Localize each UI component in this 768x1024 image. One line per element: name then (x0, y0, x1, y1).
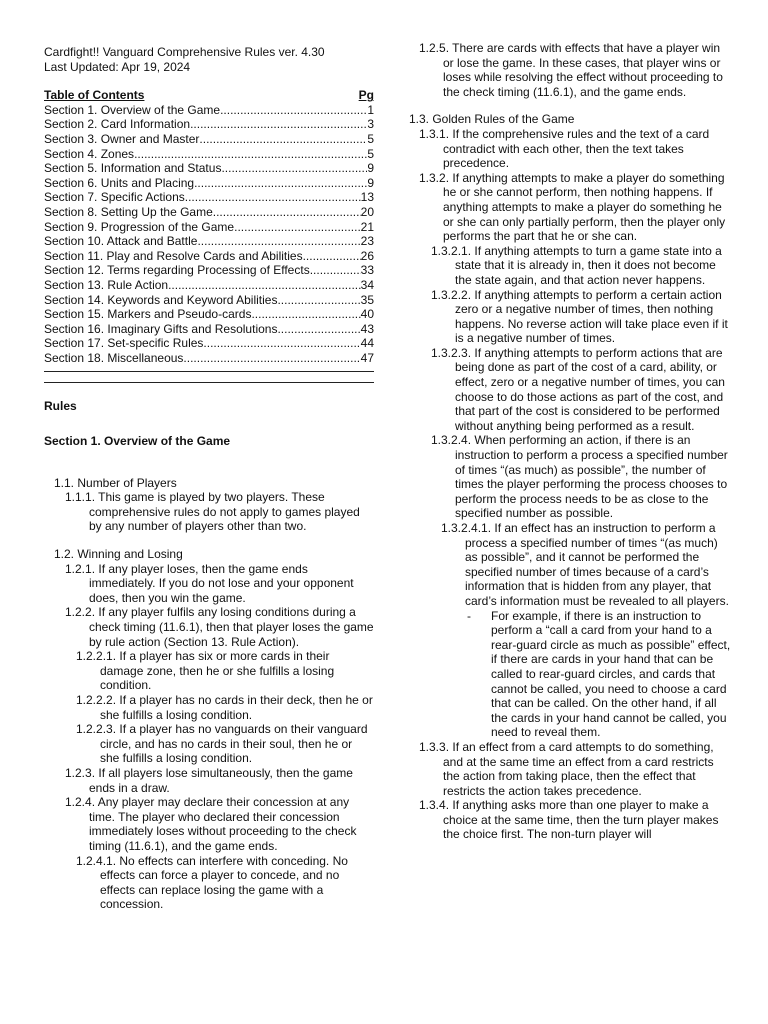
toc-entry-label: Section 16. Imaginary Gifts and Resolutions (44, 321, 278, 336)
toc-list (44, 103, 374, 366)
toc-entry-label: Section 5. Information and Status (44, 161, 222, 176)
section-heading: Section 1. Overview of the Game (44, 434, 231, 449)
toc-entry-label: Section 2. Card Information (44, 117, 191, 132)
toc-entry[interactable] (44, 205, 374, 220)
rule-item: 1.3.3. If an effect from a card attempts to do something, and at the same time an effect from a card restricts the action from taking place, then the effect that restricts the action takes precedence. (419, 739, 714, 798)
toc-entry-label: Section 8. Setting Up the Game (44, 204, 213, 219)
toc-entry-page: 33 (360, 263, 374, 278)
toc-leader-dots (203, 336, 360, 351)
toc-leader-dots (168, 278, 361, 293)
rule-item: 1.2.4. Any player may declare their concession at any time. The player who declared their concession immediately loses without proceeding to the check timing (11.6.1), and the game ends. (65, 795, 357, 853)
toc-entry-label: Section 10. Attack and Battle (44, 234, 198, 249)
rule-item: 1.2.4.1. No effects can interfere with conceding. No effects can force a player to concede, and no effects can replace losing the game with a concession. (76, 853, 348, 912)
toc-entry-page: 9 (367, 175, 374, 190)
toc-entry[interactable] (44, 117, 374, 132)
rule-item: 1.3.4. If anything asks more than one player to make a choice at the same time, then the turn player makes the choice first. The non-turn player will (419, 798, 719, 842)
rule-item: 1.3.2.1. If anything attempts to turn a game state into a state that it is already in, then it does not become the state again, and that action never happens. (431, 243, 722, 287)
toc-leader-dots (134, 147, 367, 162)
rule-item: 1.2.2.2. If a player has no cards in their deck, then he or she fulfills a losing condition. (76, 692, 373, 722)
toc-entry[interactable] (44, 234, 374, 249)
rule-text: For example, if there is an instruction to perform a “call a card from your hand to a rear-guard circle as much as possible” effect, if there are cards in your hand that can be called to rear-guard circles, and cards that cannot be called, you need to choose a card that can be called. On the other hand, if all the cards in your hand cannot be called, you need to reveal them. (491, 608, 731, 740)
divider-line (44, 371, 374, 372)
toc-entry-label: Section 3. Owner and Master (44, 131, 200, 146)
toc-leader-dots (234, 220, 361, 235)
toc-entry-page: 5 (367, 131, 374, 146)
toc-leader-dots (220, 103, 367, 118)
rule-list (44, 476, 374, 912)
toc-leader-dots (194, 176, 367, 191)
toc-entry[interactable] (44, 190, 374, 205)
rule-item: 1.2.2.1. If a player has six or more cards in their damage zone, then he or she fulfills a losing condition. (76, 649, 335, 693)
toc-entry-page: 9 (367, 161, 374, 176)
toc-entry-page: 20 (360, 204, 374, 219)
rule-item: 1.3.2.3. If anything attempts to perform actions that are being done as part of the cost of a card, ability, or effect, zero or a negative number of times, you can choose to do those actions as part of the cost, and that part of the cost is considered to be performed without anything being performed as a result. (431, 345, 725, 433)
toc-leader-dots (221, 161, 367, 176)
last-updated: Last Updated: Apr 19, 2024 (44, 59, 191, 74)
toc-entry[interactable] (44, 293, 374, 308)
toc-entry-page: 13 (360, 190, 374, 205)
left-column (44, 45, 374, 912)
toc-leader-dots (310, 263, 361, 278)
toc-entry[interactable] (44, 220, 374, 235)
toc-entry-page: 26 (360, 248, 374, 263)
toc-entry[interactable] (44, 249, 374, 264)
toc-entry-label: Section 4. Zones (44, 146, 135, 161)
toc-entry[interactable] (44, 132, 374, 147)
table-of-contents (44, 88, 374, 365)
rule-item: 1.2.5. There are cards with effects that have a player win or lose the game. In these cases, that player wins or loses while resolving the effect without proceeding to the check timing (11.6.1), and the game ends. (419, 41, 723, 99)
toc-entry-page: 21 (360, 219, 374, 234)
toc-leader-dots (183, 351, 360, 366)
toc-leader-dots (303, 249, 361, 264)
toc-header (44, 88, 374, 103)
toc-entry[interactable] (44, 336, 374, 351)
toc-entry[interactable] (44, 161, 374, 176)
toc-entry-label: Section 7. Specific Actions (44, 190, 185, 205)
rule-subsection-title: 1.3. Golden Rules of the Game (409, 112, 575, 127)
toc-entry[interactable] (44, 263, 374, 278)
bullet-dash: - (467, 608, 471, 623)
rule-subsection-title: 1.2. Winning and Losing (54, 547, 183, 562)
rule-item: 1.2.2. If any player fulfils any losing conditions during a check timing (11.6.1), then that player loses the game by rule action (Section 13. Rule Action). (65, 605, 374, 649)
rules-heading: Rules (44, 399, 77, 414)
right-column (409, 41, 731, 842)
divider-line (44, 382, 374, 383)
toc-entry-label: Section 1. Overview of the Game (44, 102, 221, 117)
toc-leader-dots (251, 307, 360, 322)
rule-item: 1.3.2. If anything attempts to make a player do something he or she cannot perform, then nothing happens. If anything attempts to make a player do something he or she can only partially perform, then the player only performs the part that he or she can. (419, 170, 726, 244)
toc-leader-dots (190, 117, 367, 132)
rule-item: 1.3.2.4.1. If an effect has an instruction to perform a process a specified number of times “(as much) as possible”, and it cannot be performed the specified number of times because of a card’s information that is hidden from any player, that card’s information must be revealed to all players. (441, 521, 729, 608)
rule-item: 1.2.2.3. If a player has no vanguards on their vanguard circle, and has no cards in their soul, then he or she fulfills a losing condition. (76, 722, 368, 766)
toc-entry-label: Section 11. Play and Resolve Cards and Abilities (44, 248, 303, 263)
toc-entry-page: 35 (360, 292, 374, 307)
toc-entry[interactable] (44, 103, 374, 118)
toc-entry-label: Section 18. Miscellaneous (44, 350, 184, 365)
toc-entry-label: Section 14. Keywords and Keyword Abilities (44, 292, 278, 307)
toc-entry-label: Section 13. Rule Action (44, 277, 169, 292)
toc-leader-dots (277, 322, 360, 337)
toc-leader-dots (213, 205, 361, 220)
toc-entry[interactable] (44, 147, 374, 162)
document-header (44, 45, 374, 74)
toc-entry-label: Section 9. Progression of the Game (44, 219, 235, 234)
toc-entry-label: Section 12. Terms regarding Processing of Effects (44, 263, 310, 278)
toc-entry[interactable] (44, 307, 374, 322)
rule-list (409, 41, 731, 842)
rule-item: 1.1.1. This game is played by two players. These comprehensive rules do not apply to games played by any number of players other than two. (65, 490, 360, 534)
toc-entry-label: Section 17. Set-specific Rules (44, 336, 204, 351)
toc-leader-dots (197, 234, 360, 249)
rule-item: 1.3.2.2. If anything attempts to perform a certain action zero or a negative number of times, then nothing happens. No reverse action will take place even if it is a negative number of times. (431, 287, 728, 346)
rule-item: 1.2.1. If any player loses, then the game ends immediately. If you do not lose and your opponent does, then you win the game. (65, 561, 354, 605)
toc-entry-page: 23 (360, 234, 374, 249)
toc-entry[interactable] (44, 176, 374, 191)
toc-leader-dots (199, 132, 367, 147)
toc-entry[interactable] (44, 278, 374, 293)
document-title: Cardfight!! Vanguard Comprehensive Rules ver. 4.30 (44, 45, 325, 59)
toc-page-label: Pg (358, 88, 374, 103)
toc-entry[interactable] (44, 351, 374, 366)
rule-item: 1.3.1. If the comprehensive rules and the text of a card contradict with each other, then the text takes precedence. (419, 126, 710, 171)
rule-subsection-title: 1.1. Number of Players (54, 475, 177, 490)
toc-entry-page: 34 (360, 277, 374, 292)
toc-title: Table of Contents (44, 88, 145, 103)
toc-entry[interactable] (44, 322, 374, 337)
toc-leader-dots (277, 293, 360, 308)
toc-entry-page: 43 (360, 321, 374, 336)
toc-leader-dots (185, 190, 361, 205)
toc-entry-page: 44 (360, 336, 374, 351)
toc-entry-label: Section 6. Units and Placing (44, 175, 195, 190)
toc-entry-label: Section 15. Markers and Pseudo-cards (44, 307, 252, 322)
rule-example-bullet (409, 609, 731, 740)
toc-entry-page: 5 (367, 146, 374, 161)
toc-entry-page: 47 (360, 350, 374, 365)
toc-entry-page: 40 (360, 307, 374, 322)
toc-entry-page: 1 (367, 102, 374, 117)
rule-item: 1.3.2.4. When performing an action, if there is an instruction to perform a process a specified number of times “(as much) as possible”, the number of times the player performing the process chooses to perform the process needs to be as close to the specified number as possible. (431, 433, 728, 521)
toc-entry-page: 3 (367, 117, 374, 132)
rule-item: 1.2.3. If all players lose simultaneously, then the game ends in a draw. (65, 765, 353, 795)
